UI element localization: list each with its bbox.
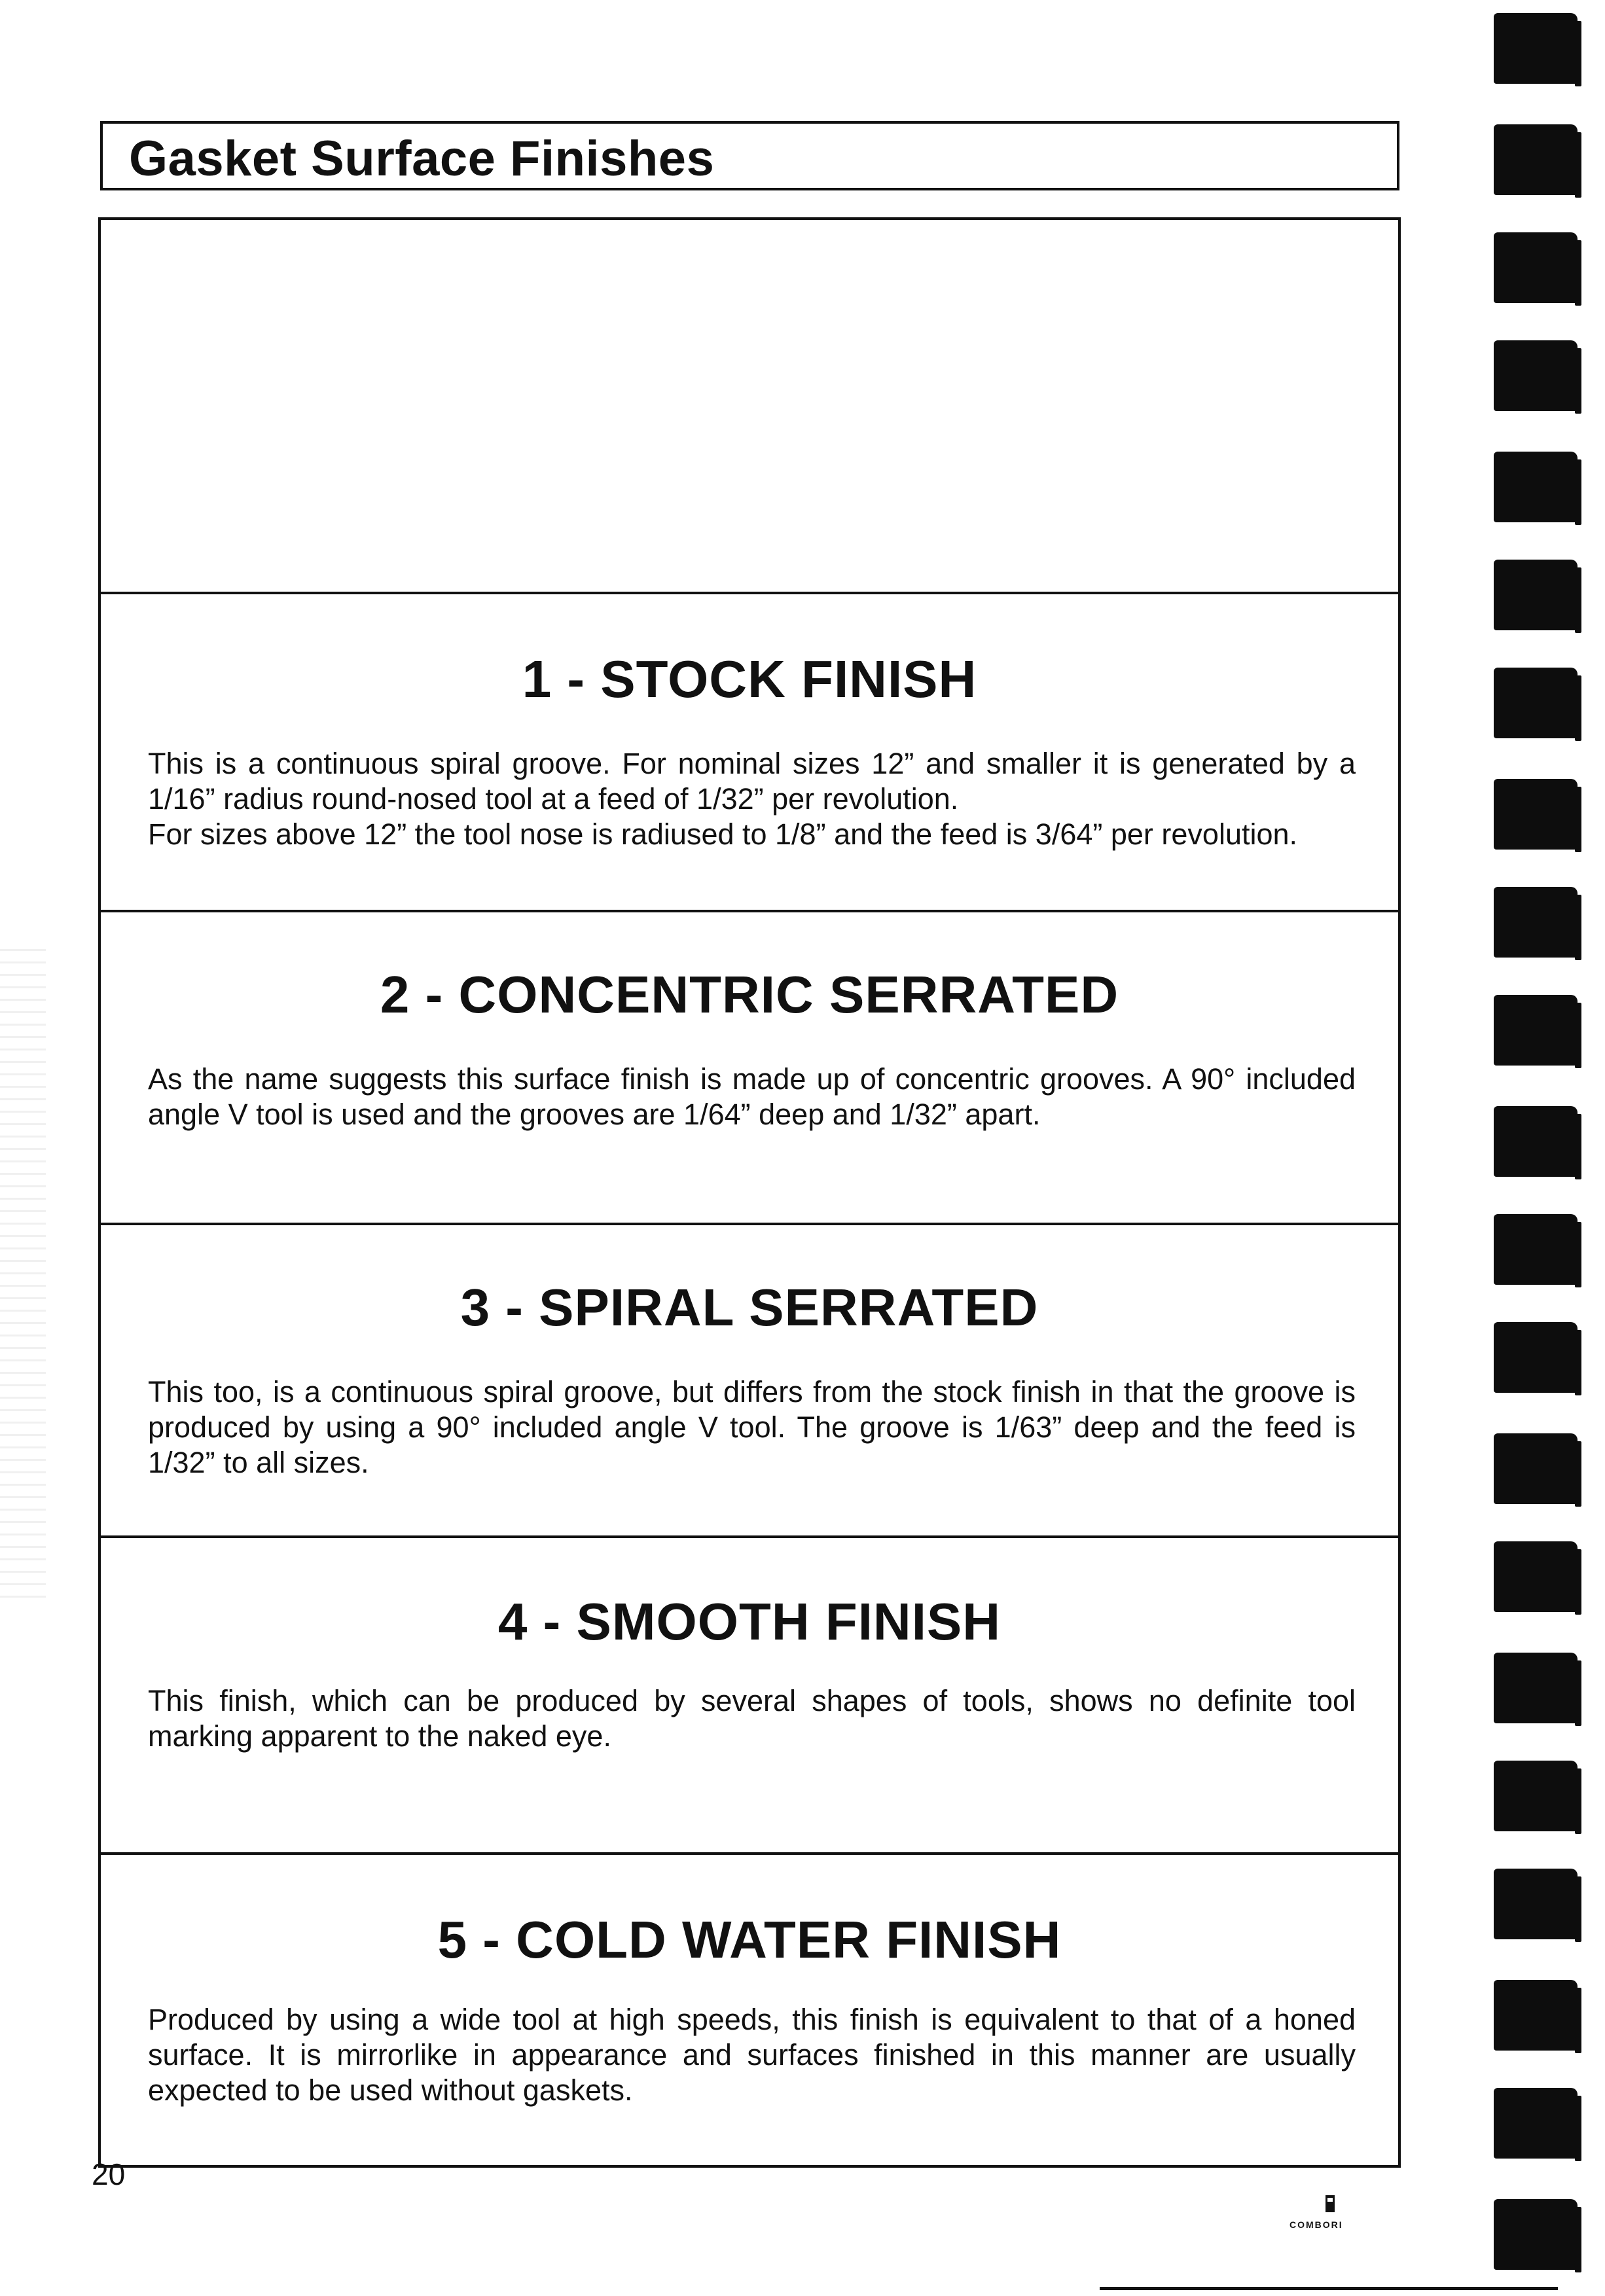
section-body [148,1062,1356,1132]
section-heading: 2 - CONCENTRIC SERRATED [380,965,1119,1024]
index-tab [1494,1214,1578,1285]
index-tab [1494,1653,1578,1723]
index-tabs [1486,0,1605,2296]
section-paragraph: This too, is a continuous spiral groove, but differs from the stock finish in that the groove is produced by using a 90° included angle V tool. The groove is 1/63” deep and the feed is 1/32” to all sizes. [148,1375,1356,1479]
section-body [148,1683,1356,1754]
index-tab [1494,124,1578,195]
index-tab [1494,2199,1578,2270]
combori-logo-icon [1288,2194,1373,2233]
section-heading: 4 - SMOOTH FINISH [497,1592,1001,1651]
svg-text:COMBORI: COMBORI [1289,2219,1343,2230]
section-heading: 3 - SPIRAL SERRATED [460,1278,1039,1336]
section-concentric-serrated [101,912,1398,1225]
section-paragraph: As the name suggests this surface finish is made up of concentric grooves. A 90° included angle V tool is used and the grooves are 1/64” deep and 1/32” apart. [148,1062,1356,1131]
index-tab [1494,887,1578,958]
index-tab [1494,995,1578,1066]
index-tab [1494,13,1578,84]
page-title: Gasket Surface Finishes [129,131,715,187]
index-tab [1494,452,1578,522]
page-title-box [100,121,1399,190]
index-tab [1494,668,1578,738]
section-paragraph: For sizes above 12” the tool nose is radiused to 1/8” and the feed is 3/64” per revolution. [148,817,1298,851]
section-heading: 5 - COLD WATER FINISH [437,1910,1062,1969]
section-cold-water-finish [101,1855,1398,2168]
index-tab [1494,1869,1578,1939]
section-body [148,746,1356,852]
index-tab [1494,1433,1578,1504]
page-bottom-rule [1100,2287,1558,2290]
scan-edge-specks [0,949,46,1604]
index-tab [1494,1322,1578,1393]
section-spiral-serrated [101,1225,1398,1538]
content-frame [98,217,1401,2168]
index-tab [1494,560,1578,630]
index-tab [1494,1541,1578,1612]
section-heading: 1 - STOCK FINISH [522,650,977,708]
section-body [148,1374,1356,1480]
section-stock-finish [101,594,1398,912]
index-tab [1494,340,1578,411]
index-tab [1494,1980,1578,2051]
index-tab [1494,1106,1578,1177]
section-smooth-finish [101,1538,1398,1855]
index-tab [1494,232,1578,303]
illustration-area [101,220,1398,594]
index-tab [1494,779,1578,850]
section-body [148,2002,1356,2108]
section-paragraph: Produced by using a wide tool at high speeds, this finish is equivalent to that of a honed surface. It is mirrorlike in appearance and surfaces finished in this manner are usually expected to be used without gaskets. [148,2003,1356,2107]
index-tab [1494,1761,1578,1831]
index-tab [1494,2088,1578,2159]
page-number: 20 [92,2157,126,2191]
section-paragraph: This is a continuous spiral groove. For nominal sizes 12” and smaller it is generated by a 1/16” radius round-nosed tool at a feed of 1/32” per revolution. [148,747,1356,816]
section-paragraph: This finish, which can be produced by several shapes of tools, shows no definite tool marking apparent to the naked eye. [148,1684,1356,1753]
